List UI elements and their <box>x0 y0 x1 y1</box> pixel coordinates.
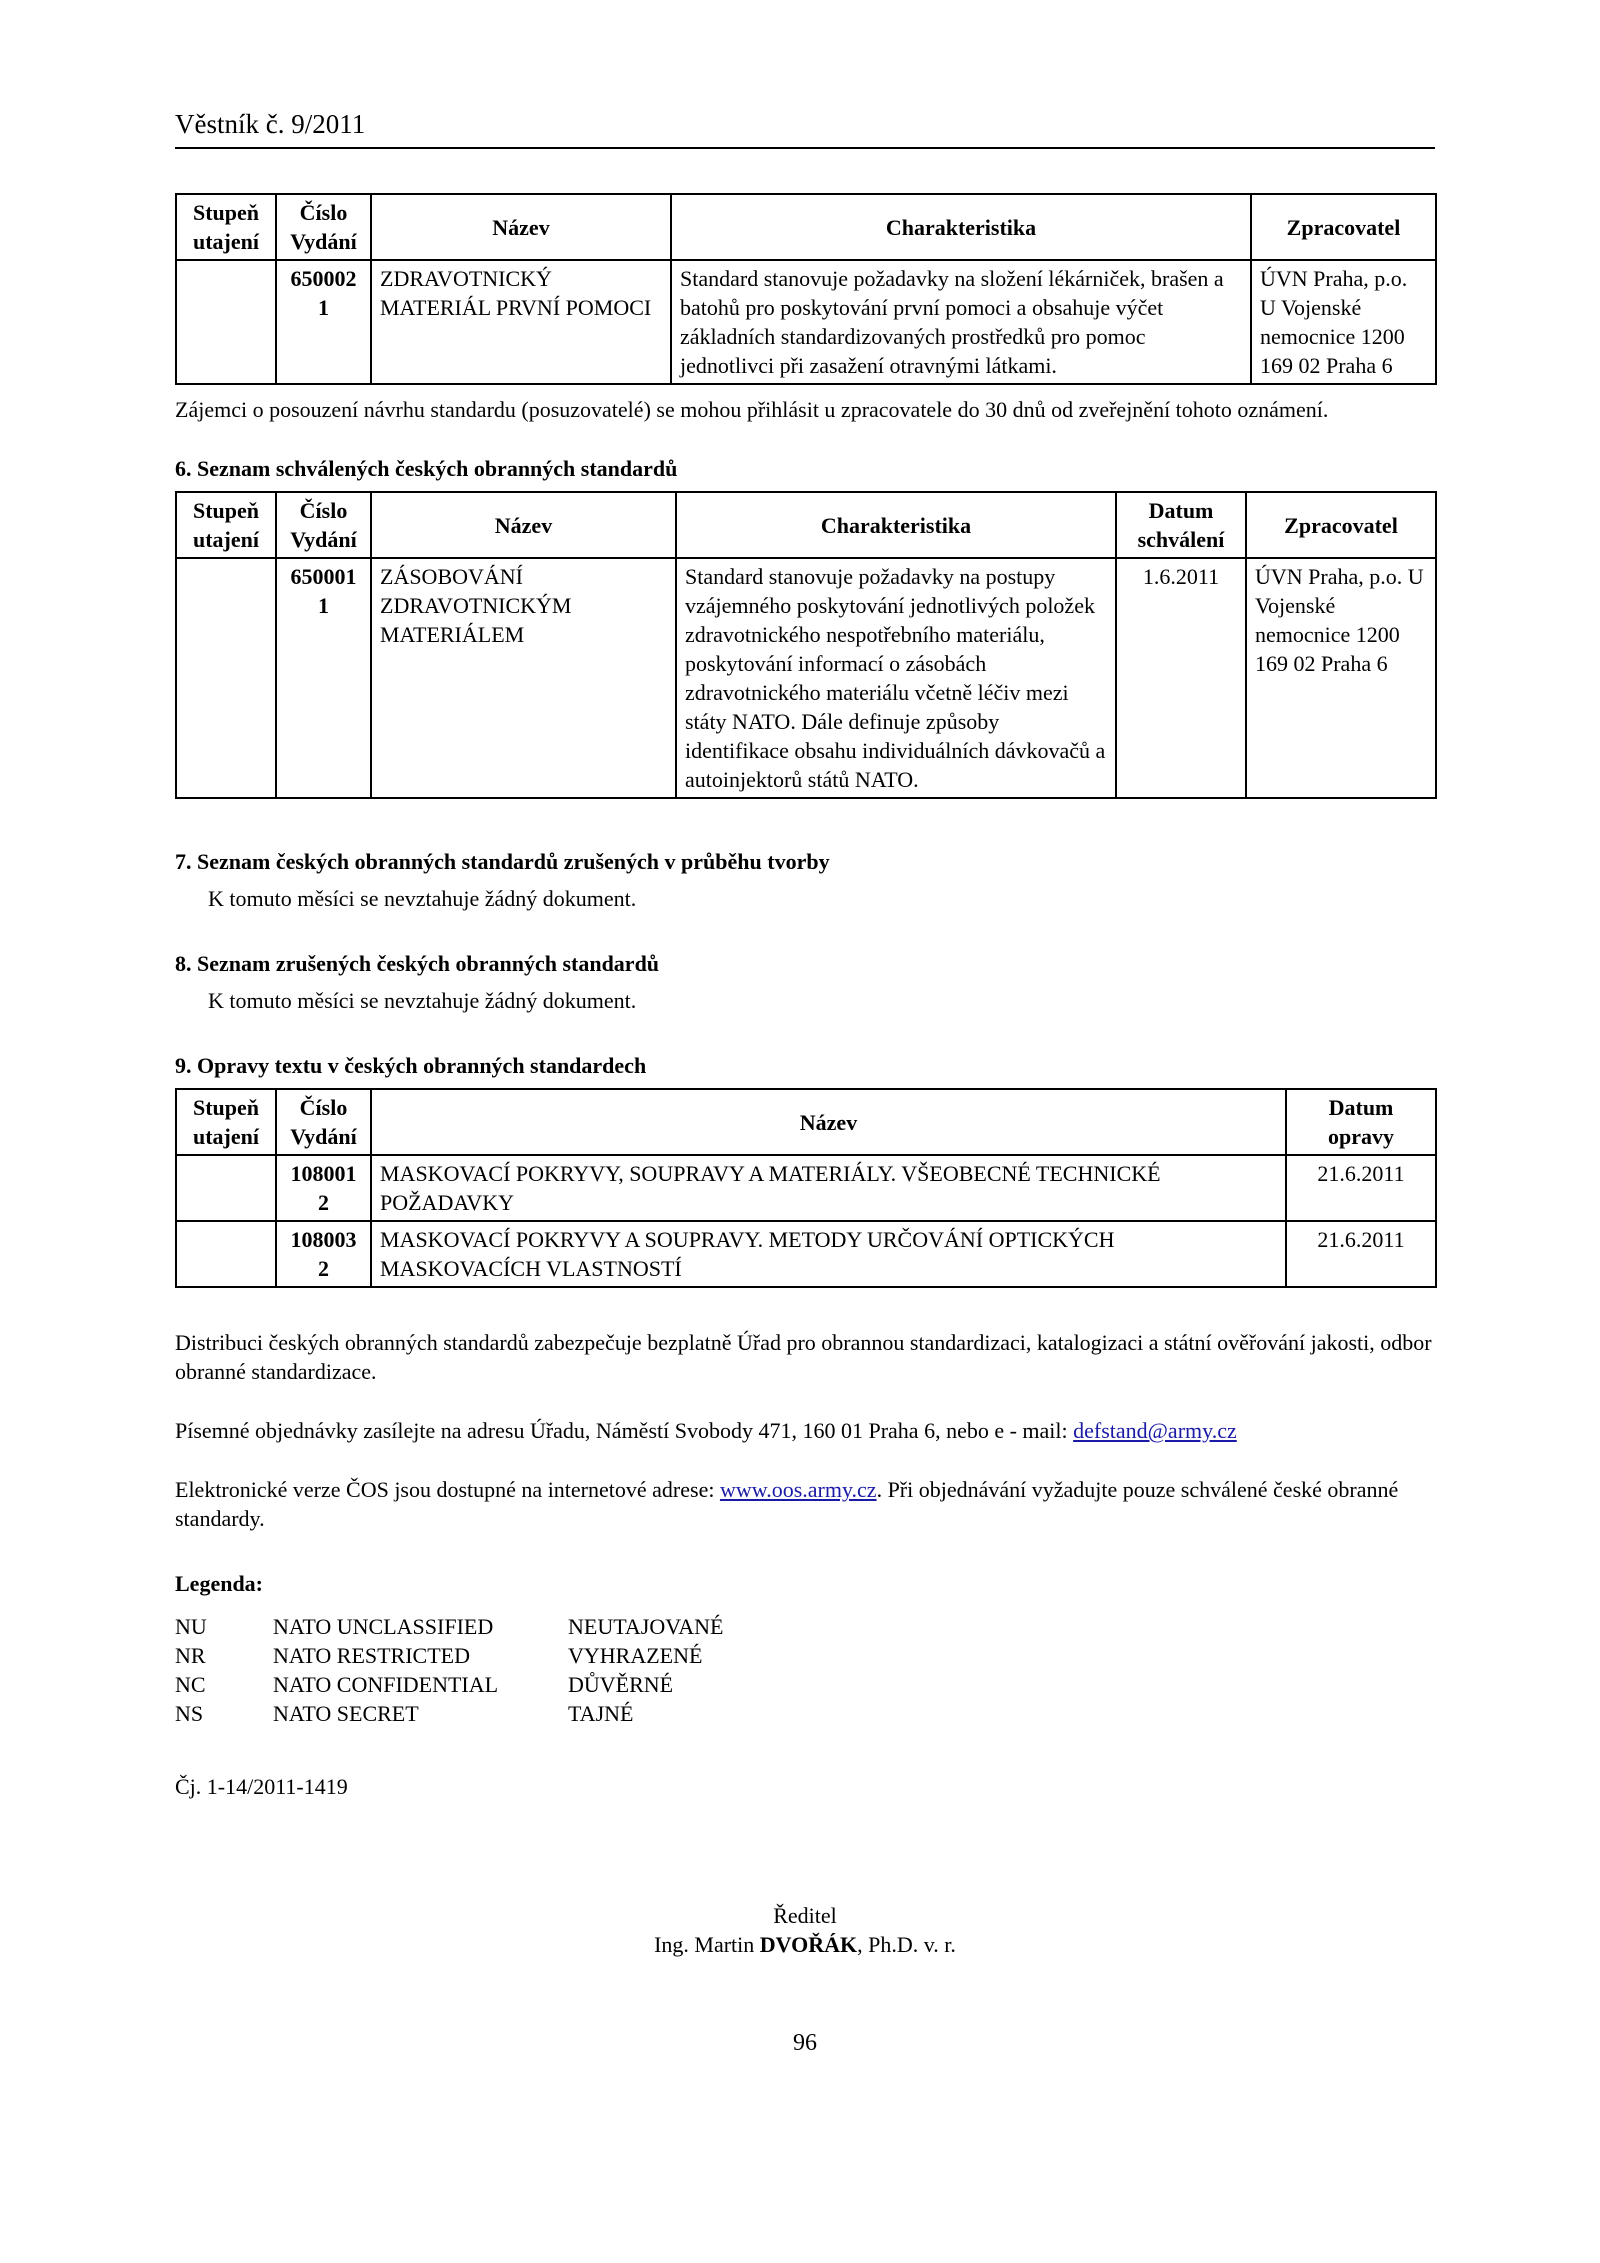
cell-datum: 21.6.2011 <box>1286 1221 1436 1287</box>
cell-nazev: MASKOVACÍ POKRYVY, SOUPRAVY A MATERIÁLY. VŠEOBECNÉ TECHNICKÉ POŽADAVKY <box>371 1155 1286 1221</box>
vydani-value: 2 <box>318 1256 329 1281</box>
page-number: 96 <box>793 2030 817 2056</box>
col-header-stupen: Stupeň utajení <box>176 194 276 260</box>
signature-block <box>175 1901 1435 1959</box>
vydani-value: 2 <box>318 1190 329 1215</box>
corrections-table <box>175 1088 1437 1288</box>
legend-code: NS <box>175 1701 204 1726</box>
page <box>175 110 1435 2058</box>
cell-zpracovatel: ÚVN Praha, p.o. U Vojenské nemocnice 1200 169 02 Praha 6 <box>1251 260 1436 384</box>
electronic-paragraph <box>175 1475 1435 1533</box>
legend-nato: NATO RESTRICTED <box>273 1643 470 1668</box>
vydani-value: 1 <box>318 593 329 618</box>
table-header-row <box>176 492 1436 558</box>
legend-cz: DŮVĚRNÉ <box>568 1672 674 1697</box>
cell-charakteristika: Standard stanovuje požadavky na postupy vzájemného poskytování jednotlivých položek zdravotnického nespotřebního materiálu, poskytování informací o zásobách zdravotnického materiálu včetně léčiv mezi státy NATO. Dále definuje způsoby identifikace obsahu individuálních dávkovačů a autoinjektorů států NATO. <box>676 558 1116 798</box>
legend-nato: NATO CONFIDENTIAL <box>273 1672 499 1697</box>
col-header-zpracovatel: Zpracovatel <box>1251 194 1436 260</box>
reviewers-note: Zájemci o posouzení návrhu standardu (posuzovatelé) se mohou přihlásit u zpracovatele do 30 dnů od zveřejnění tohoto oznámení. <box>175 397 1329 422</box>
table-row <box>176 1221 1436 1287</box>
cell-nazev: MASKOVACÍ POKRYVY A SOUPRAVY. METODY URČOVÁNÍ OPTICKÝCH MASKOVACÍCH VLASTNOSTÍ <box>371 1221 1286 1287</box>
col-header-stupen: Stupeň utajení <box>176 492 276 558</box>
legend-row <box>175 1670 1435 1699</box>
legend-list <box>175 1612 1435 1728</box>
email-link[interactable]: defstand@army.cz <box>1073 1418 1237 1443</box>
section-7-text: K tomuto měsíci se nevztahuje žádný dokument. <box>208 886 637 911</box>
col-header-zpracovatel: Zpracovatel <box>1246 492 1436 558</box>
signature-name <box>175 1930 1435 1959</box>
section-8-title: 8. Seznam zrušených českých obranných standardů <box>175 951 660 976</box>
col-header-cislo: Číslo Vydání <box>276 194 371 260</box>
vydani-value: 1 <box>318 295 329 320</box>
col-header-charakteristika: Charakteristika <box>671 194 1251 260</box>
reference-number: Čj. 1-14/2011-1419 <box>175 1774 348 1799</box>
col-header-nazev: Název <box>371 492 676 558</box>
cell-stupen <box>176 1221 276 1287</box>
legend-title: Legenda: <box>175 1571 263 1596</box>
col-header-nazev: Název <box>371 194 671 260</box>
signature-role: Ředitel <box>773 1903 837 1928</box>
legend-cz: TAJNÉ <box>568 1701 634 1726</box>
cell-datum: 1.6.2011 <box>1116 558 1246 798</box>
cislo-value: 650001 <box>290 564 357 589</box>
cell-cislo <box>276 1221 371 1287</box>
legend-nato: NATO SECRET <box>273 1701 419 1726</box>
legend-row <box>175 1699 1435 1728</box>
distribution-paragraph: Distribuci českých obranných standardů zabezpečuje bezplatně Úřad pro obrannou standardizaci, katalogizaci a státní ověřování jakosti, odbor obranné standardizace. <box>175 1330 1432 1384</box>
col-header-stupen: Stupeň utajení <box>176 1089 276 1155</box>
section-9-title: 9. Opravy textu v českých obranných standardech <box>175 1053 647 1078</box>
cell-cislo <box>276 558 371 798</box>
col-header-datum: Datum schválení <box>1116 492 1246 558</box>
table-header-row <box>176 194 1436 260</box>
cell-cislo <box>276 1155 371 1221</box>
orders-text: Písemné objednávky zasílejte na adresu Úřadu, Náměstí Svobody 471, 160 01 Praha 6, nebo e - mail: <box>175 1418 1074 1443</box>
table-row <box>176 1155 1436 1221</box>
legend-code: NU <box>175 1614 207 1639</box>
cislo-value: 108003 <box>290 1227 357 1252</box>
col-header-datum: Datum opravy <box>1286 1089 1436 1155</box>
col-header-charakteristika: Charakteristika <box>676 492 1116 558</box>
electronic-text-1: Elektronické verze ČOS jsou dostupné na internetové adrese: <box>175 1477 720 1502</box>
signature-prefix: Ing. Martin <box>654 1932 760 1957</box>
table-row <box>176 558 1436 798</box>
table-header-row <box>176 1089 1436 1155</box>
legend-code: NR <box>175 1643 206 1668</box>
draft-standards-table <box>175 193 1437 385</box>
signature-suffix: , Ph.D. v. r. <box>857 1932 956 1957</box>
col-header-nazev: Název <box>371 1089 1286 1155</box>
cell-nazev: ZÁSOBOVÁNÍ ZDRAVOTNICKÝM MATERIÁLEM <box>371 558 676 798</box>
legend-cz: NEUTAJOVANÉ <box>568 1614 724 1639</box>
cell-charakteristika: Standard stanovuje požadavky na složení lékárniček, brašen a batohů pro poskytování první pomoci a obsahuje výčet základních standardizovaných prostředků pro pomoc jednotlivci při zasažení otravnými látkami. <box>671 260 1251 384</box>
cell-stupen <box>176 558 276 798</box>
electronic-text-2: . Při objednávání vyžadujte pouze schválené české obranné standardy. <box>175 1477 1399 1531</box>
table-row <box>176 260 1436 384</box>
approved-standards-table <box>175 491 1437 799</box>
orders-paragraph <box>175 1416 1435 1445</box>
legend-row <box>175 1641 1435 1670</box>
cell-zpracovatel: ÚVN Praha, p.o. U Vojenské nemocnice 1200 169 02 Praha 6 <box>1246 558 1436 798</box>
cislo-value: 650002 <box>290 266 357 291</box>
section-8-text: K tomuto měsíci se nevztahuje žádný dokument. <box>208 988 637 1013</box>
signature-surname: DVOŘÁK <box>759 1932 858 1957</box>
legend-row <box>175 1612 1435 1641</box>
col-header-cislo: Číslo Vydání <box>276 1089 371 1155</box>
cell-cislo <box>276 260 371 384</box>
section-7-title: 7. Seznam českých obranných standardů zrušených v průběhu tvorby <box>175 849 830 874</box>
cell-stupen <box>176 260 276 384</box>
legend-nato: NATO UNCLASSIFIED <box>273 1614 494 1639</box>
section-6-title: 6. Seznam schválených českých obranných standardů <box>175 456 678 481</box>
legend-cz: VYHRAZENÉ <box>568 1643 703 1668</box>
cislo-value: 108001 <box>290 1161 357 1186</box>
cell-nazev: ZDRAVOTNICKÝ MATERIÁL PRVNÍ POMOCI <box>371 260 671 384</box>
running-header: Věstník č. 9/2011 <box>175 110 1435 149</box>
website-link[interactable]: www.oos.army.cz <box>719 1477 877 1502</box>
legend-code: NC <box>175 1672 206 1697</box>
col-header-cislo: Číslo Vydání <box>276 492 371 558</box>
cell-stupen <box>176 1155 276 1221</box>
cell-datum: 21.6.2011 <box>1286 1155 1436 1221</box>
